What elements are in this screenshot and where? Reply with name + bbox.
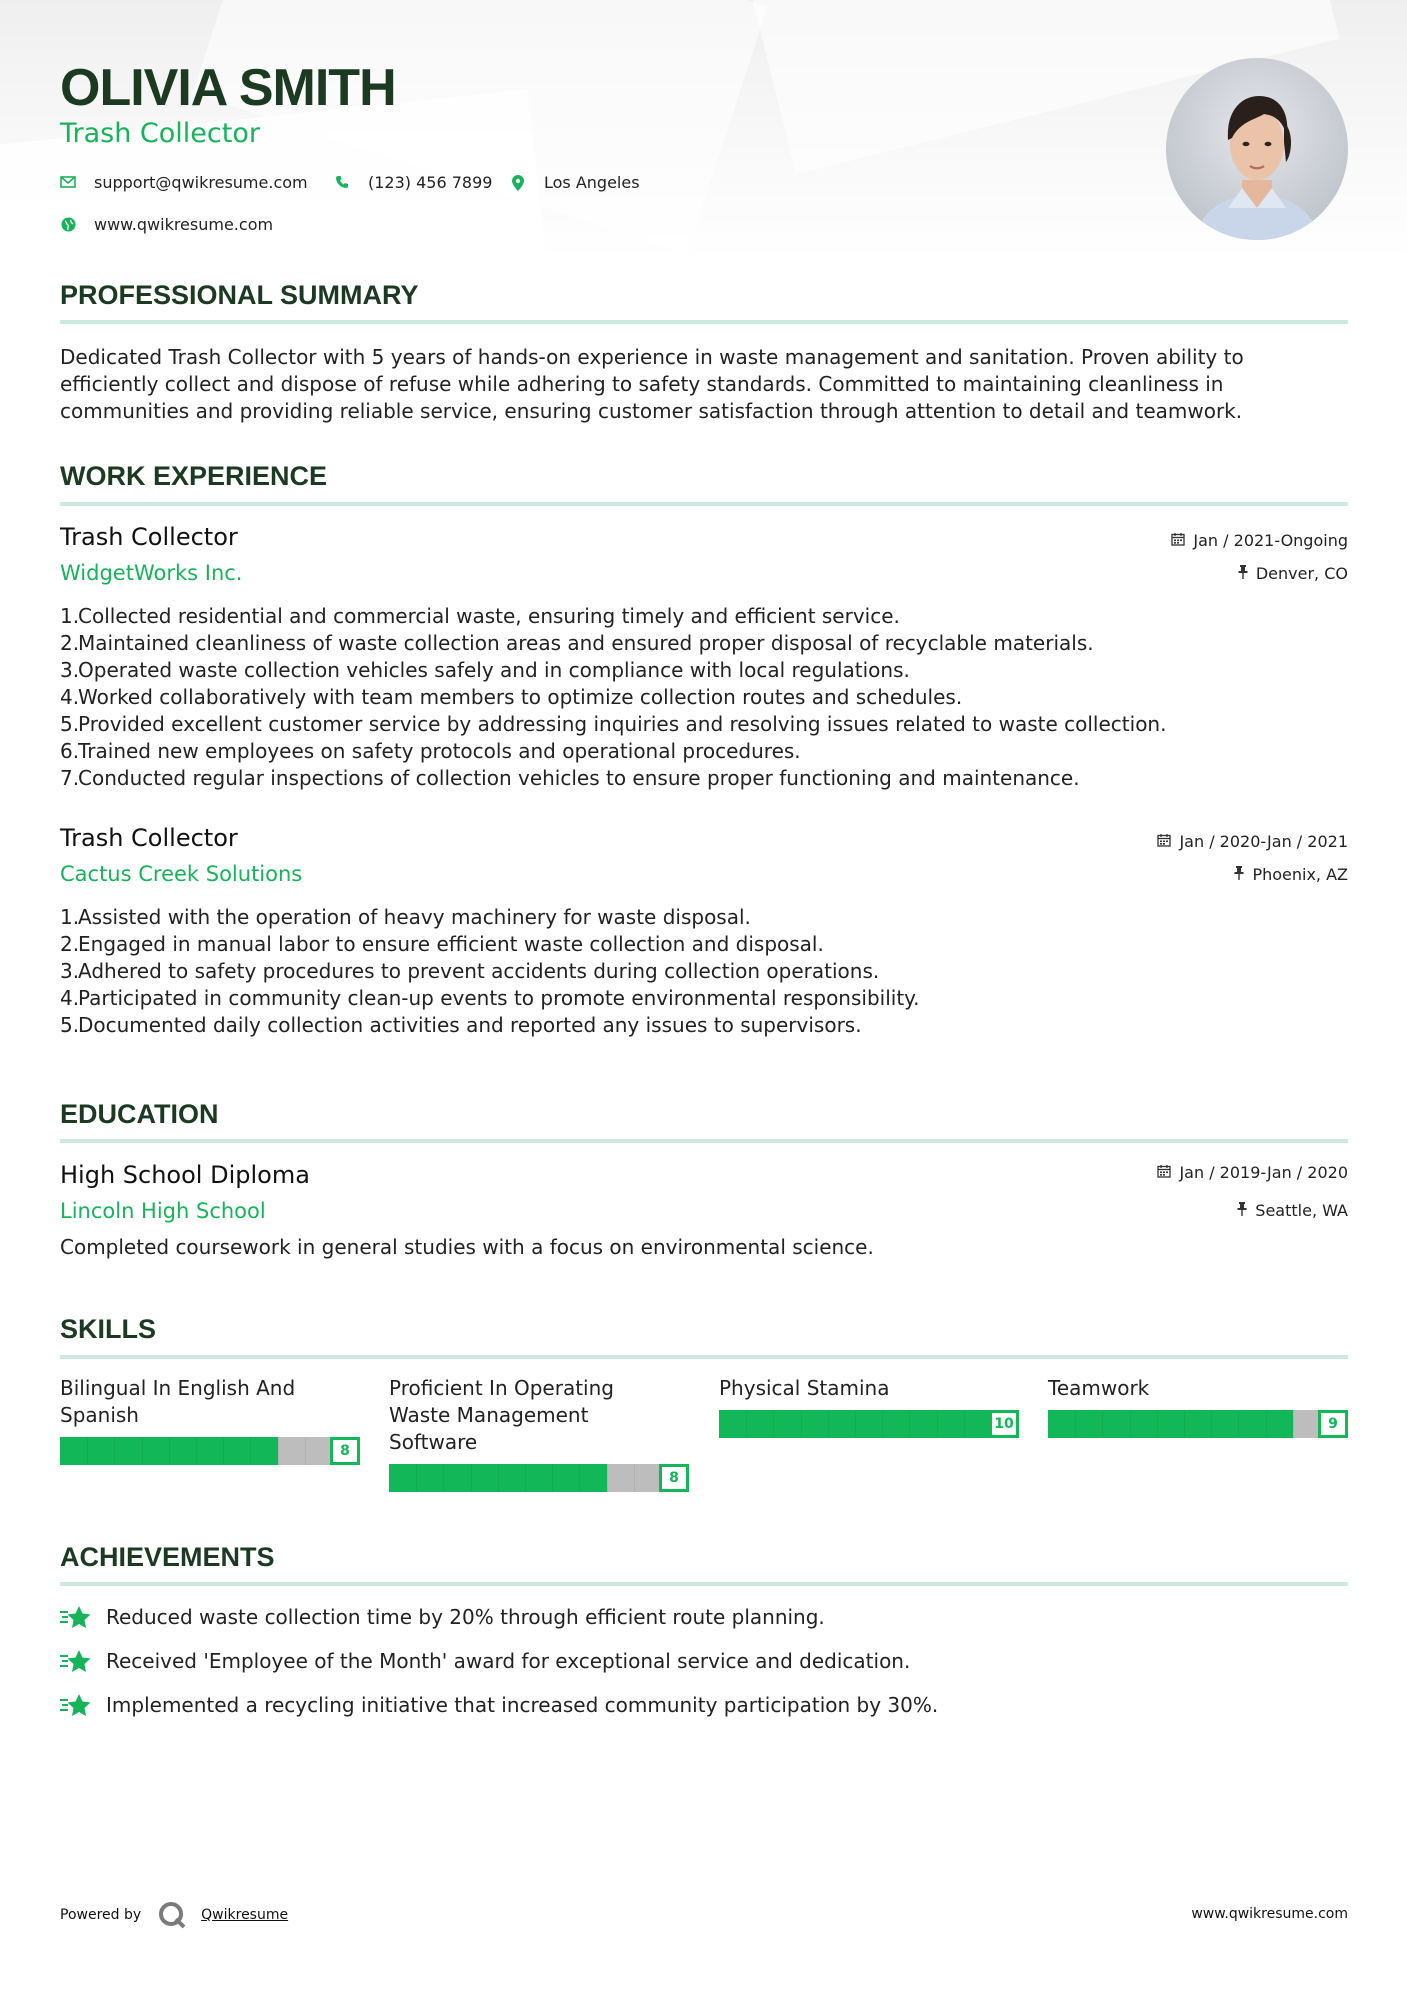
skill-bar-segment bbox=[909, 1410, 910, 1438]
globe-icon bbox=[60, 217, 76, 233]
pin-icon bbox=[1234, 866, 1244, 884]
phone-icon bbox=[334, 175, 350, 191]
location-text: Denver, CO bbox=[1255, 564, 1348, 583]
candidate-job-title: Trash Collector bbox=[60, 118, 260, 149]
skill-bar-segment bbox=[801, 1410, 802, 1438]
degree-title: High School Diploma bbox=[60, 1161, 310, 1189]
skill-bar-segment bbox=[223, 1437, 224, 1465]
contact-email[interactable] bbox=[60, 173, 308, 192]
skill-bar-segment bbox=[1157, 1410, 1158, 1438]
star-award-icon bbox=[60, 1648, 92, 1674]
profile-photo bbox=[1166, 58, 1348, 240]
skill-name: Bilingual In English And Spanish bbox=[60, 1376, 296, 1427]
contact-website[interactable] bbox=[60, 215, 273, 234]
job-location bbox=[1238, 564, 1348, 583]
section-divider bbox=[60, 1139, 1348, 1143]
skill-item bbox=[60, 1375, 360, 1465]
skill-bar-segment bbox=[746, 1410, 747, 1438]
section-divider bbox=[60, 502, 1348, 506]
section-divider bbox=[60, 1582, 1348, 1586]
skill-item bbox=[389, 1375, 689, 1492]
skill-name: Teamwork bbox=[1048, 1376, 1150, 1400]
list-item: 6. Trained new employees on safety protocols and operational procedures. bbox=[60, 739, 801, 763]
summary-line: communities and providing reliable service, ensuring customer satisfaction through attention to detail and teamwork. bbox=[60, 399, 1243, 423]
skill-name: Physical Stamina bbox=[719, 1376, 890, 1400]
company-name: Cactus Creek Solutions bbox=[60, 862, 303, 886]
skill-item bbox=[1048, 1375, 1348, 1438]
job-location bbox=[1234, 865, 1348, 884]
skill-bar-segment bbox=[169, 1437, 170, 1465]
list-item: 2. Maintained cleanliness of waste collection areas and ensured proper disposal of recyclable materials. bbox=[60, 631, 1094, 655]
education-location bbox=[1237, 1201, 1348, 1220]
skill-bar-segment bbox=[525, 1464, 526, 1492]
candidate-name: OLIVIA SMITH bbox=[60, 59, 396, 117]
skill-bar-segment bbox=[471, 1464, 472, 1492]
dates-text: Jan / 2019-Jan / 2020 bbox=[1179, 1163, 1348, 1182]
calendar-icon bbox=[1157, 833, 1171, 851]
achievement-item bbox=[60, 1604, 825, 1630]
education-dates bbox=[1157, 1163, 1348, 1182]
location-text: Seattle, WA bbox=[1255, 1201, 1348, 1220]
education-description: Completed coursework in general studies with a focus on environmental science. bbox=[60, 1235, 874, 1259]
skill-score: 10 bbox=[989, 1410, 1019, 1438]
job-dates bbox=[1157, 832, 1348, 851]
list-item: 2. Engaged in manual labor to ensure efficient waste collection and disposal. bbox=[60, 932, 824, 956]
summary-text bbox=[60, 344, 1348, 425]
skill-bar-segment bbox=[607, 1464, 608, 1492]
qwikresume-link[interactable]: Qwikresume bbox=[201, 1907, 289, 1923]
map-marker-icon bbox=[510, 175, 526, 191]
list-item: 5. Provided excellent customer service by addressing inquiries and resolving issues related to waste collection. bbox=[60, 712, 1167, 736]
list-item: 3. Adhered to safety procedures to prevent accidents during collection operations. bbox=[60, 959, 880, 983]
skill-bar bbox=[1048, 1410, 1348, 1438]
skill-item bbox=[719, 1375, 1019, 1438]
list-item: 7. Conducted regular inspections of collection vehicles to ensure proper functioning and maintenance. bbox=[60, 766, 1080, 790]
skill-bar-segment bbox=[114, 1437, 115, 1465]
achievement-item bbox=[60, 1648, 910, 1674]
star-award-icon bbox=[60, 1604, 92, 1630]
achievement-text: Received 'Employee of the Month' award for exceptional service and dedication. bbox=[106, 1649, 911, 1673]
footer-powered-by bbox=[60, 1900, 288, 1930]
summary-line: Dedicated Trash Collector with 5 years of hands-on experience in waste management and sanitation. Proven ability to bbox=[60, 345, 1244, 369]
dates-text: Jan / 2020-Jan / 2021 bbox=[1179, 832, 1348, 851]
skill-bar-segment bbox=[1211, 1410, 1212, 1438]
job-dates bbox=[1171, 531, 1348, 550]
pin-icon bbox=[1237, 1202, 1247, 1220]
skill-bar-segment bbox=[1293, 1410, 1294, 1438]
website-text: www.qwikresume.com bbox=[94, 215, 274, 234]
skill-name: Proficient In Operating Waste Management Software bbox=[389, 1376, 614, 1454]
email-text: support@qwikresume.com bbox=[94, 173, 308, 192]
skill-bar-segment bbox=[142, 1437, 143, 1465]
qwikresume-logo-icon bbox=[157, 1900, 187, 1930]
contact-location bbox=[510, 173, 640, 192]
skill-bar-fill bbox=[1048, 1410, 1293, 1438]
skill-bar-segment bbox=[416, 1464, 417, 1492]
section-divider bbox=[60, 1355, 1348, 1359]
skill-bar-segment bbox=[443, 1464, 444, 1492]
skill-score: 8 bbox=[659, 1464, 689, 1492]
skill-bar-segment bbox=[855, 1410, 856, 1438]
school-name: Lincoln High School bbox=[60, 1199, 266, 1223]
section-heading-experience: WORK EXPERIENCE bbox=[60, 461, 328, 491]
skill-bar-segment bbox=[1238, 1410, 1239, 1438]
achievement-item bbox=[60, 1692, 938, 1718]
skill-bar-segment bbox=[305, 1437, 306, 1465]
skill-bar-segment bbox=[882, 1410, 883, 1438]
dates-text: Jan / 2021-Ongoing bbox=[1193, 531, 1348, 550]
skill-bar-segment bbox=[1130, 1410, 1131, 1438]
pin-icon bbox=[1238, 565, 1248, 583]
star-award-icon bbox=[60, 1692, 92, 1718]
section-heading-summary: PROFESSIONAL SUMMARY bbox=[60, 280, 419, 310]
job-duties-list bbox=[60, 603, 1348, 792]
list-item: 1. Assisted with the operation of heavy machinery for waste disposal. bbox=[60, 905, 751, 929]
skill-bar-segment bbox=[1102, 1410, 1103, 1438]
skill-bar-segment bbox=[250, 1437, 251, 1465]
summary-line: efficiently collect and dispose of refuse while adhering to safety standards. Committed to maintaining cleanliness in bbox=[60, 372, 1224, 396]
skill-bar-segment bbox=[634, 1464, 635, 1492]
phone-text: (123) 456 7899 bbox=[368, 173, 493, 192]
job-duties-list bbox=[60, 904, 1348, 1039]
skill-bar-segment bbox=[773, 1410, 774, 1438]
skill-bar-segment bbox=[964, 1410, 965, 1438]
section-heading-skills: SKILLS bbox=[60, 1314, 157, 1344]
skill-bar bbox=[60, 1437, 360, 1465]
skill-bar-segment bbox=[1075, 1410, 1076, 1438]
list-item: 1. Collected residential and commercial waste, ensuring timely and efficient service. bbox=[60, 604, 900, 628]
skill-bar-segment bbox=[579, 1464, 580, 1492]
job-title: Trash Collector bbox=[60, 824, 238, 852]
skill-bar-segment bbox=[552, 1464, 553, 1492]
list-item: 5. Documented daily collection activities and reported any issues to supervisors. bbox=[60, 1013, 862, 1037]
calendar-icon bbox=[1171, 532, 1185, 550]
skill-bar-segment bbox=[498, 1464, 499, 1492]
skill-bar-segment bbox=[278, 1437, 279, 1465]
calendar-icon bbox=[1157, 1164, 1171, 1182]
section-heading-achievements: ACHIEVEMENTS bbox=[60, 1542, 275, 1572]
skill-bar-segment bbox=[828, 1410, 829, 1438]
skill-bar bbox=[389, 1464, 689, 1492]
achievement-text: Implemented a recycling initiative that increased community participation by 30%. bbox=[106, 1693, 939, 1717]
powered-by-text: Powered by bbox=[60, 1907, 142, 1923]
list-item: 3. Operated waste collection vehicles safely and in compliance with local regulations. bbox=[60, 658, 910, 682]
achievement-text: Reduced waste collection time by 20% through efficient route planning. bbox=[106, 1605, 825, 1629]
section-divider bbox=[60, 320, 1348, 324]
skill-bar bbox=[719, 1410, 1019, 1438]
skill-score: 8 bbox=[330, 1437, 360, 1465]
skill-bar-segment bbox=[1184, 1410, 1185, 1438]
skill-bar-segment bbox=[937, 1410, 938, 1438]
job-title: Trash Collector bbox=[60, 523, 238, 551]
envelope-icon bbox=[60, 175, 76, 191]
skill-bar-segment bbox=[87, 1437, 88, 1465]
skill-bar-segment bbox=[1266, 1410, 1267, 1438]
skill-bar-segment bbox=[196, 1437, 197, 1465]
location-text: Phoenix, AZ bbox=[1252, 865, 1348, 884]
footer-website[interactable]: www.qwikresume.com bbox=[1191, 1906, 1348, 1922]
section-heading-education: EDUCATION bbox=[60, 1099, 219, 1129]
skill-score: 9 bbox=[1318, 1410, 1348, 1438]
list-item: 4. Worked collaboratively with team members to optimize collection routes and schedules. bbox=[60, 685, 963, 709]
location-text: Los Angeles bbox=[544, 173, 640, 192]
company-name: WidgetWorks Inc. bbox=[60, 561, 243, 585]
list-item: 4. Participated in community clean-up events to promote environmental responsibility. bbox=[60, 986, 920, 1010]
contact-phone[interactable] bbox=[334, 173, 492, 192]
